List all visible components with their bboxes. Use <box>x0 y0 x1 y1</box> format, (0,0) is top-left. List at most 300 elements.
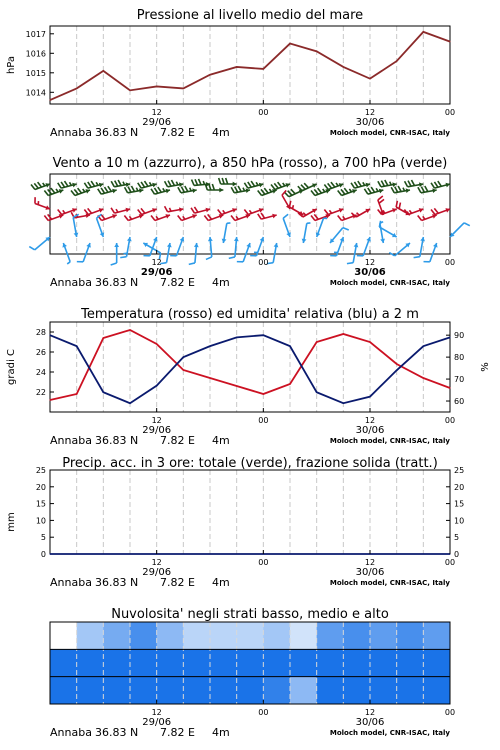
wind-barb <box>31 182 50 189</box>
barb-feather <box>249 210 251 213</box>
barb-feather <box>111 263 117 265</box>
barb-feather <box>329 210 331 213</box>
barb-feather <box>371 187 374 192</box>
barb-feather <box>464 223 470 226</box>
barb-feather <box>231 187 234 193</box>
barb-head <box>194 243 199 247</box>
barb-feather <box>431 183 434 188</box>
wind-barb <box>380 222 385 243</box>
barb-feather <box>256 182 258 185</box>
data-point <box>343 403 344 404</box>
barb-feather <box>331 182 335 187</box>
cloud-cell <box>423 677 450 705</box>
cloud-cell <box>157 677 184 705</box>
precipitation-panel <box>6 456 464 589</box>
data-point <box>183 88 184 89</box>
barb-feather <box>206 257 212 260</box>
barb-feather <box>171 180 174 186</box>
wind-barb <box>244 181 263 188</box>
data-point <box>396 363 397 364</box>
time-tick-label: 00 <box>444 108 456 117</box>
barb-feather <box>104 187 107 192</box>
barb-feather <box>44 216 48 221</box>
barb-feather <box>69 182 71 185</box>
barb-feather <box>336 183 338 186</box>
wind-barb <box>165 180 184 187</box>
cloud-cell <box>343 649 370 677</box>
cloud-cell <box>290 649 317 677</box>
data-point <box>449 41 450 42</box>
date-label: 29/06 <box>142 567 172 578</box>
barb-feather <box>244 183 247 188</box>
time-tick-label: 12 <box>151 558 162 567</box>
barb-feather <box>364 189 367 194</box>
barb-feather <box>115 181 118 187</box>
data-point <box>396 61 397 62</box>
y-tick-label: 24 <box>35 368 46 377</box>
wind-barb <box>258 213 277 219</box>
data-point <box>423 31 424 32</box>
station-longitude: 7.82 E <box>160 126 195 139</box>
barb-feather <box>248 182 251 187</box>
y-tick-label-right: 80 <box>454 353 465 363</box>
y-tick-label: 10 <box>35 516 46 526</box>
data-point <box>103 392 104 393</box>
wind-barb <box>250 237 264 256</box>
wind-barb <box>219 178 237 186</box>
data-point <box>236 66 237 67</box>
time-tick-label: 12 <box>364 258 376 267</box>
date-label: 29/06 <box>142 717 172 728</box>
barb-feather <box>141 208 145 213</box>
barb-feather <box>51 188 55 193</box>
data-point <box>76 88 77 89</box>
data-point <box>49 100 50 101</box>
barb-feather <box>244 210 248 215</box>
chart-title: Pressione al livello medio del mare <box>136 8 364 23</box>
wind-barb <box>58 181 77 188</box>
y-tick-label: 1017 <box>25 29 46 39</box>
barb-feather <box>301 185 305 190</box>
barb-feather <box>238 186 241 192</box>
barb-feather <box>29 247 34 250</box>
station-altitude: 4m <box>212 126 230 139</box>
station-latitude: 36.83 N <box>95 576 139 589</box>
wind-barb <box>124 214 143 220</box>
barb-feather <box>378 196 383 200</box>
time-tick-label: 12 <box>151 708 162 717</box>
cloud-cell <box>157 649 184 677</box>
wind-barb <box>44 188 63 195</box>
data-point <box>343 66 344 67</box>
y-tick-label: 1014 <box>25 88 46 98</box>
wind-barb <box>302 223 311 243</box>
y-tick-label: 5 <box>40 533 46 543</box>
wind-barb <box>138 208 157 214</box>
model-credit: Moloch model, CNR-ISAC, Italy <box>329 579 450 587</box>
cloud-cell <box>317 622 344 650</box>
barb-feather <box>354 182 357 187</box>
barb-feather <box>303 213 306 216</box>
station-latitude: 36.83 N <box>95 276 139 289</box>
wind-barb <box>378 180 397 187</box>
data-point <box>49 553 50 554</box>
chart-title: Vento a 10 m (azzurro), a 850 hPa (rosso), a 700 hPa (verde) <box>52 156 448 171</box>
station-name: Annaba <box>50 576 92 589</box>
barb-feather <box>231 216 235 221</box>
barb-feather <box>434 208 438 213</box>
barb-feather <box>116 209 118 212</box>
cloud-cell <box>50 649 77 677</box>
wind-barb <box>324 182 343 189</box>
wind-barb <box>165 206 184 212</box>
data-point <box>49 335 50 336</box>
barb-feather <box>338 216 342 221</box>
wind-barb <box>431 181 450 188</box>
station-altitude: 4m <box>212 276 230 289</box>
barb-feather <box>291 189 295 194</box>
wind-barb <box>35 197 50 210</box>
wind-barb <box>431 208 450 214</box>
y-tick-label-right: 90 <box>454 331 465 341</box>
cloud-cell <box>210 677 237 705</box>
data-point <box>103 70 104 71</box>
wind-barb <box>218 208 237 214</box>
y-tick-label: 20 <box>35 482 46 492</box>
barb-feather <box>191 208 194 213</box>
barb-head <box>114 243 119 247</box>
data-point <box>289 43 290 44</box>
barb-feather <box>178 187 181 193</box>
wind-barb <box>237 243 251 262</box>
barb-feather <box>324 185 328 190</box>
y-tick-label-right: 5 <box>454 533 460 543</box>
cloud-cell <box>317 677 344 705</box>
barb-feather <box>258 191 262 196</box>
cloud-cell <box>237 622 264 650</box>
barb-feather <box>204 216 208 221</box>
wind-barb <box>160 243 171 264</box>
station-longitude: 7.82 E <box>160 576 195 589</box>
barb-feather <box>56 189 58 192</box>
date-label: 30/06 <box>355 567 385 578</box>
barb-feather <box>71 191 75 196</box>
barb-feather <box>78 188 82 193</box>
cloud-cell <box>263 622 290 650</box>
temperature-panel <box>6 307 491 447</box>
barb-feather <box>357 213 360 216</box>
cloud-cell <box>157 622 184 650</box>
data-point <box>76 393 77 394</box>
cloud-cell <box>370 622 397 650</box>
barb-feather <box>391 187 394 193</box>
time-tick-label: 00 <box>444 558 456 567</box>
y-tick-label: 1016 <box>25 49 46 59</box>
wind-barb <box>204 214 223 220</box>
wind-barb <box>311 214 330 220</box>
wind-barb <box>229 237 239 258</box>
barb-feather <box>226 178 228 184</box>
barb-feather <box>195 179 198 185</box>
barb-feather <box>425 186 428 192</box>
cloud-panel <box>50 607 455 739</box>
barb-feather <box>58 183 61 188</box>
data-point <box>236 385 237 386</box>
time-tick-label: 00 <box>258 108 269 117</box>
data-point <box>263 68 264 69</box>
data-point <box>343 333 344 334</box>
barb-feather <box>283 183 285 186</box>
wind-barb <box>62 243 70 264</box>
barb-feather <box>91 181 94 186</box>
cloud-cell <box>397 649 424 677</box>
time-tick-label: 12 <box>151 416 162 425</box>
cloud-cell <box>210 649 237 677</box>
wind-barb <box>206 237 213 259</box>
wind-barb <box>364 187 383 194</box>
wind-barb <box>316 218 327 237</box>
barb-feather <box>64 181 67 186</box>
date-label: 30/06 <box>355 717 385 728</box>
barb-feather <box>84 183 87 188</box>
data-point <box>369 341 370 342</box>
y-tick-label: 1015 <box>25 68 46 78</box>
barb-feather <box>158 187 161 192</box>
wind-barb <box>178 186 197 193</box>
station-altitude: 4m <box>212 434 230 447</box>
y-tick-label-right: 25 <box>454 466 465 475</box>
barb-feather <box>43 183 45 186</box>
cloud-cell <box>77 649 104 677</box>
wind-barb <box>284 189 303 197</box>
station-latitude: 36.83 N <box>95 126 139 139</box>
wind-series-10-m <box>29 214 470 265</box>
model-credit: Moloch model, CNR-ISAC, Italy <box>329 729 450 737</box>
data-point <box>263 335 264 336</box>
data-point <box>449 387 450 388</box>
barb-feather <box>118 180 121 186</box>
barb-feather <box>38 182 42 187</box>
data-point <box>263 393 264 394</box>
wind-barb <box>330 228 349 243</box>
barb-feather <box>138 210 142 215</box>
data-point <box>49 399 50 400</box>
wind-barb <box>151 214 170 220</box>
barb-feather <box>269 189 271 192</box>
data-point <box>369 396 370 397</box>
y-tick-label: 26 <box>35 348 46 357</box>
cloud-cell <box>183 677 210 705</box>
cloud-cell <box>103 649 130 677</box>
cloud-cell <box>130 677 157 705</box>
barb-feather <box>278 182 282 187</box>
data-point <box>129 90 130 91</box>
barb-feather <box>293 205 294 209</box>
data-point <box>209 74 210 75</box>
wind-barb <box>338 188 357 195</box>
barb-feather <box>418 216 422 221</box>
barb-feather <box>120 257 126 258</box>
wind-barb <box>391 186 410 193</box>
cloud-cell <box>210 622 237 650</box>
barb-feather <box>218 210 222 215</box>
data-point <box>423 346 424 347</box>
time-tick-label: 00 <box>258 708 269 717</box>
wind-barb <box>405 180 424 187</box>
station-longitude: 7.82 E <box>160 726 195 739</box>
barb-feather <box>96 182 98 185</box>
time-tick-label: 00 <box>258 558 269 567</box>
y-tick-label-right: 70 <box>454 375 465 385</box>
y-axis-label: gradi C <box>6 349 17 385</box>
wind-barb <box>44 214 63 220</box>
cloud-cell <box>263 649 290 677</box>
barb-feather <box>222 178 224 184</box>
barb-feather <box>251 181 254 186</box>
barb-feather <box>434 182 437 187</box>
barb-feather <box>349 189 351 192</box>
barb-feather <box>347 263 353 264</box>
barb-feather <box>311 191 315 196</box>
y-tick-label: 25 <box>35 466 46 475</box>
barb-feather <box>163 188 165 191</box>
y-tick-label-right: 0 <box>454 550 460 559</box>
barb-feather <box>108 186 111 191</box>
barb-feather <box>311 216 315 221</box>
barb-feather <box>44 191 48 196</box>
wind-series-700-hPa <box>31 178 450 197</box>
wind-barb <box>244 208 263 214</box>
time-tick-label: 00 <box>444 708 456 717</box>
wind-barb <box>450 223 470 237</box>
barb-feather <box>168 181 171 187</box>
date-label: 30/06 <box>355 425 385 436</box>
model-credit: Moloch model, CNR-ISAC, Italy <box>329 437 450 445</box>
wind-barb <box>357 237 371 256</box>
barb-feather <box>67 262 70 264</box>
barb-feather <box>88 182 91 187</box>
time-tick-label: 12 <box>364 708 376 717</box>
barb-feather <box>351 183 354 188</box>
y-tick-label-right: 20 <box>454 482 465 492</box>
barb-feather <box>318 188 322 193</box>
barb-head <box>219 188 223 193</box>
cloud-cell <box>290 677 317 705</box>
cloud-cell <box>103 677 130 705</box>
barb-feather <box>138 183 141 188</box>
barb-feather <box>194 207 197 212</box>
data-point <box>316 341 317 342</box>
barb-feather <box>199 179 202 185</box>
wind-barb <box>71 188 90 195</box>
time-tick-label: 12 <box>151 258 162 267</box>
cloud-cell <box>103 622 130 650</box>
barb-feather <box>83 189 85 192</box>
data-point <box>396 370 397 371</box>
barb-head <box>233 182 237 187</box>
wind-barb <box>84 181 103 188</box>
wind-barb <box>351 181 370 188</box>
barb-feather <box>151 189 154 194</box>
wind-barb <box>151 187 170 194</box>
date-label: 29/06 <box>142 425 172 436</box>
barb-feather <box>385 180 388 186</box>
station-name: Annaba <box>50 434 92 447</box>
series-line <box>50 32 450 100</box>
wind-series-850-hPa <box>35 190 450 220</box>
wind-barb <box>98 186 117 194</box>
cloud-cell <box>317 649 344 677</box>
wind-barb <box>424 243 438 262</box>
barb-feather <box>111 208 114 213</box>
data-point <box>209 377 210 378</box>
time-tick-label: 12 <box>364 108 376 117</box>
barb-feather <box>31 185 35 190</box>
y-axis-label: mm <box>6 512 17 532</box>
data-point <box>209 346 210 347</box>
barb-feather <box>144 181 147 186</box>
data-point <box>369 78 370 79</box>
cloud-cell <box>130 622 157 650</box>
barb-feather <box>223 210 225 213</box>
y-tick-label: 22 <box>35 388 46 397</box>
cloud-cell <box>77 622 104 650</box>
y-tick-label-right: 15 <box>454 499 465 509</box>
y-axis-label: hPa <box>6 55 17 75</box>
barb-feather <box>284 192 288 197</box>
barb-feather <box>414 257 420 258</box>
barb-feather <box>264 188 268 193</box>
time-tick-label: 12 <box>364 416 376 425</box>
barb-feather <box>131 186 134 192</box>
data-point <box>289 383 290 384</box>
wind-barb <box>29 237 50 250</box>
data-point <box>156 86 157 87</box>
cloud-cell <box>343 622 370 650</box>
barb-feather <box>379 199 384 203</box>
barb-feather <box>219 178 221 184</box>
barb-feather <box>58 210 62 215</box>
y-tick-label-right: 60 <box>454 397 465 407</box>
wind-barb <box>111 180 130 187</box>
y-tick-label: 28 <box>35 328 46 337</box>
cloud-cell <box>423 622 450 650</box>
wind-barb <box>84 208 103 214</box>
barb-feather <box>212 184 214 190</box>
wind-barb <box>170 237 184 256</box>
wind-barb <box>298 183 317 191</box>
barb-feather <box>344 188 348 193</box>
barb-feather <box>125 187 128 193</box>
barb-feather <box>274 183 278 188</box>
wind-barb <box>58 208 77 214</box>
barb-feather <box>408 181 411 187</box>
barb-feather <box>209 184 211 190</box>
time-tick-label: 12 <box>151 108 162 117</box>
cloud-cell <box>237 677 264 705</box>
barb-feather <box>418 187 421 193</box>
barb-feather <box>88 208 92 213</box>
data-point <box>103 337 104 338</box>
data-point <box>316 392 317 393</box>
station-longitude: 7.82 E <box>160 434 195 447</box>
cloud-cell <box>263 677 290 705</box>
date-label: 30/06 <box>355 117 385 128</box>
barb-feather <box>304 183 308 188</box>
series-line <box>50 335 450 403</box>
barb-feather <box>411 180 414 186</box>
wind-barb <box>138 181 157 188</box>
